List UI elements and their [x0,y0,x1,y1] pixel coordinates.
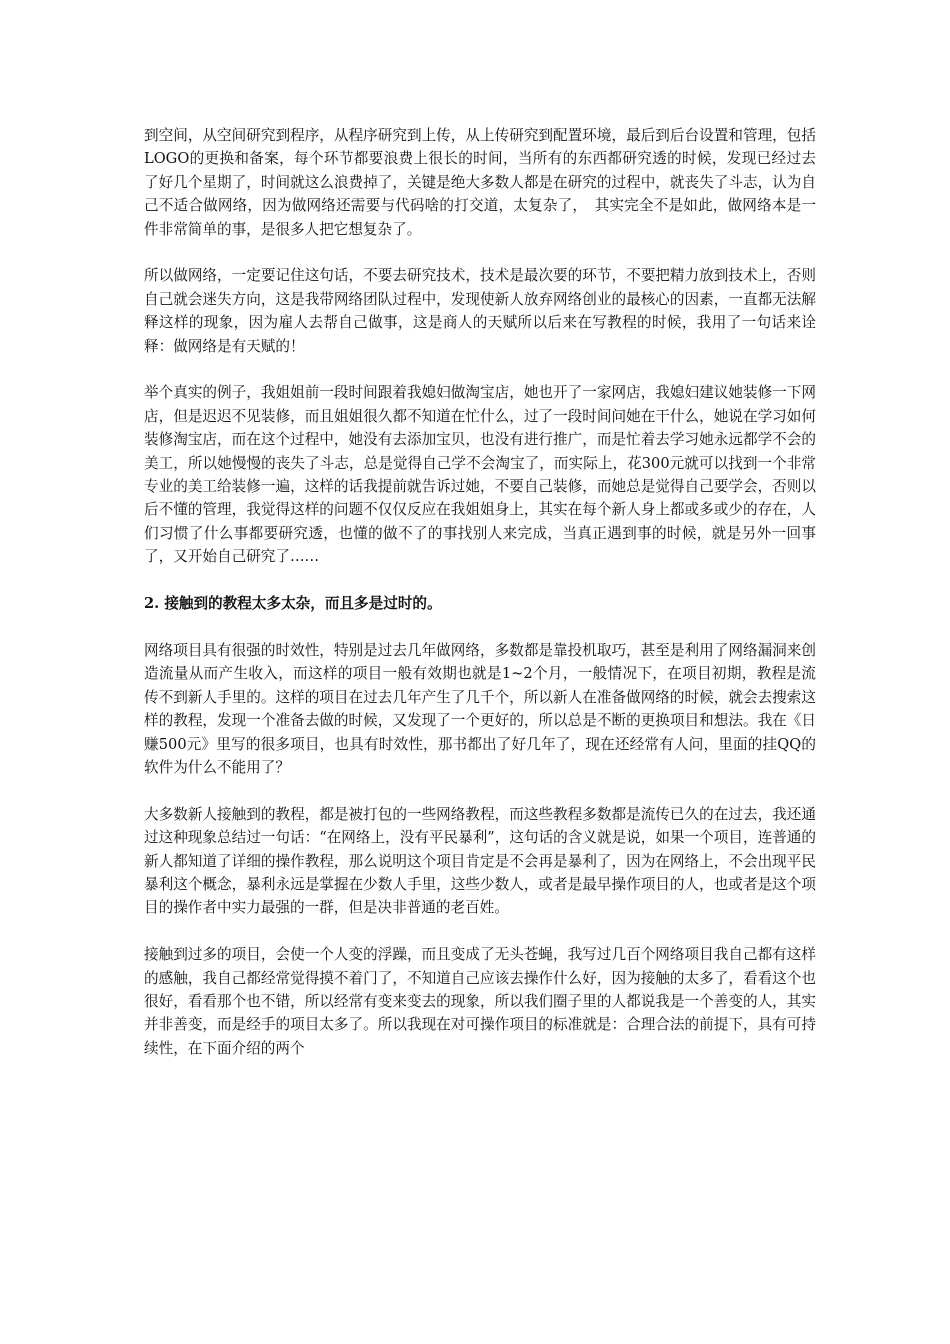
paragraph-6: 接触到过多的项目，会使一个人变的浮躁，而且变成了无头苍蝇，我写过几百个网络项目我自己都有这样的感触，我自己都经常觉得摸不着门了，不知道自己应该去操作什么好，因为接触的太多了，看看这个也很好，看看那个也不错，所以经常有变来变去的现象，所以我们圈子里的人都说我是一个善变的人，其实并非善变，而是经手的项目太多了。所以我现在对可操作项目的标准就是：合理合法的前提下，具有可持续性，在下面介绍的两个 [144,946,816,1057]
paragraph-5: 大多数新人接触到的教程，都是被打包的一些网络教程，而这些教程多数都是流传已久的在过去，我还通过这种现象总结过一句话：“在网络上，没有平民暴利”，这句话的含义就是说，如果一个项目，连普通的新人都知道了详细的操作教程，那么说明这个项目肯定是不会再是暴利了，因为在网络上，不会出现平民暴利这个概念，暴利永远是掌握在少数人手里，这些少数人，或者是最早操作项目的人，也或者是这个项目的操作者中实力最强的一群，但是决非普通的老百姓。 [144,805,816,917]
paragraph-2: 所以做网络，一定要记住这句话，不要去研究技术，技术是最次要的环节，不要把精力放到技术上，否则自己就会迷失方向，这是我带网络团队过程中，发现使新人放弃网络创业的最核心的因素，一直都无法解释这样的现象，因为雇人去帮自己做事，这是商人的天赋所以后来在写教程的时候，我用了一句话来诠释：做网络是有天赋的！ [144,267,816,355]
paragraph-4: 网络项目具有很强的时效性，特别是过去几年做网络，多数都是靠投机取巧，甚至是利用了网络漏洞来创造流量从而产生收入，而这样的项目一般有效期也就是1~2个月，一般情况下，在项目初期，教程是流传不到新人手里的。这样的项目在过去几年产生了几千个，所以新人在准备做网络的时候，就会去搜索这样的教程，发现一个准备去做的时候，又发现了一个更好的，所以总是不断的更换项目和想法。我在《日赚500元》里写的很多项目，也具有时效性，那书都出了好几年了，现在还经常有人问，里面的挂QQ的软件为什么不能用了？ [144,641,816,776]
paragraph-1: 到空间，从空间研究到程序，从程序研究到上传，从上传研究到配置环境，最后到后台设置和管理，包括LOGO的更换和备案，每个环节都要浪费上很长的时间，当所有的东西都研究透的时候，发现已经过去了好几个星期了，时间就这么浪费掉了，关键是绝大多数人都是在研究的过程中，就丧失了斗志，认为自己不适合做网络，因为做网络还需要与代码啥的打交道，太复杂了， 其实完全不是如此，做网络本是一件非常简单的事，是很多人把它想复杂了。 [144,127,816,238]
document-page [144,124,816,1084]
paragraph-3: 举个真实的例子，我姐姐前一段时间跟着我媳妇做淘宝店，她也开了一家网店，我媳妇建议她装修一下网店，但是迟迟不见装修，而且姐姐很久都不知道在忙什么，过了一段时间问她在干什么，她说在学习如何装修淘宝店，而在这个过程中，她没有去添加宝贝，也没有进行推广，而是忙着去学习她永远都学不会的美工，所以她慢慢的丧失了斗志，总是觉得自己学不会淘宝了，而实际上，花300元就可以找到一个非常专业的美工给装修一遍，这样的话我提前就告诉过她，不要自己装修，而她总是觉得自己要学会，否则以后不懂的管理，我觉得这样的问题不仅仅反应在我姐姐身上，其实在每个新人身上都或多或少的存在，人们习惯了什么事都要研究透，也懂的做不了的事找别人来完成，当真正遇到事的时候，就是另外一回事了，又开始自己研究了…… [144,384,816,566]
section-heading: 2. 接触到的教程太多太杂，而且多是过时的。 [144,595,442,613]
